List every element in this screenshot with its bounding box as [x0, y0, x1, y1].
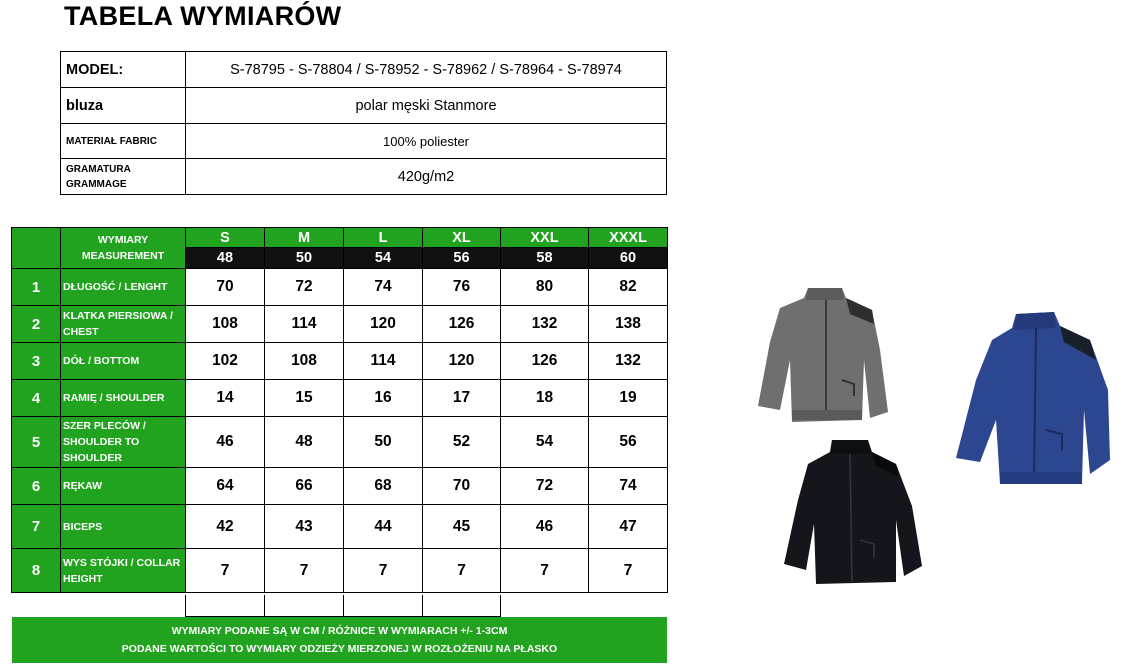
- value-cell: 45: [423, 505, 501, 549]
- value-cell: 120: [344, 306, 423, 343]
- eu-size: 54: [344, 248, 423, 269]
- value-cell: 46: [186, 417, 265, 468]
- navy-fleece-jacket: [950, 310, 1120, 490]
- eu-size: 50: [265, 248, 344, 269]
- footer-line-2: PODANE WARTOŚCI TO WYMIARY ODZIEŻY MIERZONEJ W ROZŁOŻENIU NA PŁASKO: [121, 643, 558, 655]
- empty-cell: [185, 595, 265, 617]
- size-label: S: [186, 228, 265, 248]
- value-cell: 7: [501, 549, 589, 593]
- material-value: 100% poliester: [186, 124, 667, 159]
- value-cell: 7: [265, 549, 344, 593]
- value-cell: 54: [501, 417, 589, 468]
- value-cell: 70: [186, 269, 265, 306]
- value-cell: 17: [423, 380, 501, 417]
- value-cell: 7: [423, 549, 501, 593]
- value-cell: 43: [265, 505, 344, 549]
- value-cell: 50: [344, 417, 423, 468]
- table-row: [12, 380, 668, 417]
- model-label: MODEL:: [61, 52, 186, 88]
- grammage-row: [61, 159, 667, 195]
- row-number: 2: [12, 306, 61, 343]
- product-info-table: [60, 51, 667, 195]
- value-cell: 132: [589, 343, 668, 380]
- row-label: SZER PLECÓW / SHOULDER TO SHOULDER: [61, 417, 186, 468]
- row-number: 5: [12, 417, 61, 468]
- eu-size: 60: [589, 248, 668, 269]
- row-label: WYS STÓJKI / COLLAR HEIGHT: [61, 549, 186, 593]
- row-number: 3: [12, 343, 61, 380]
- corner-cell: [12, 228, 61, 269]
- table-row: [12, 468, 668, 505]
- type-value: polar męski Stanmore: [186, 88, 667, 124]
- size-label: XXL: [501, 228, 589, 248]
- measurement-header: [61, 228, 186, 269]
- value-cell: 42: [186, 505, 265, 549]
- value-cell: 126: [501, 343, 589, 380]
- value-cell: 14: [186, 380, 265, 417]
- grammage-label: [61, 159, 186, 195]
- size-label: M: [265, 228, 344, 248]
- size-label: XL: [423, 228, 501, 248]
- value-cell: 72: [265, 269, 344, 306]
- row-label: KLATKA PIERSIOWA / CHEST: [61, 306, 186, 343]
- value-cell: 74: [344, 269, 423, 306]
- grey-fleece-jacket: [750, 280, 900, 430]
- type-label: bluza: [61, 88, 186, 124]
- value-cell: 15: [265, 380, 344, 417]
- size-chart-table: [11, 227, 668, 593]
- model-row: [61, 52, 667, 88]
- value-cell: 56: [589, 417, 668, 468]
- grammage-label-en: GRAMMAGE: [66, 178, 127, 190]
- measurement-header-en: MEASUREMENT: [81, 250, 165, 262]
- value-cell: 44: [344, 505, 423, 549]
- value-cell: 72: [501, 468, 589, 505]
- row-label: DŁUGOŚĆ / LENGHT: [61, 269, 186, 306]
- grammage-value: 420g/m2: [186, 159, 667, 195]
- value-cell: 16: [344, 380, 423, 417]
- size-label: L: [344, 228, 423, 248]
- footer-note: [12, 617, 667, 663]
- empty-cell: [343, 595, 423, 617]
- value-cell: 120: [423, 343, 501, 380]
- model-value: S-78795 - S-78804 / S-78952 - S-78962 / S-78964 - S-78974: [186, 52, 667, 88]
- value-cell: 126: [423, 306, 501, 343]
- eu-size: 48: [186, 248, 265, 269]
- table-row: [12, 343, 668, 380]
- empty-cell: [264, 595, 344, 617]
- type-row: [61, 88, 667, 124]
- row-number: 7: [12, 505, 61, 549]
- value-cell: 18: [501, 380, 589, 417]
- value-cell: 7: [186, 549, 265, 593]
- value-cell: 7: [589, 549, 668, 593]
- page-title: TABELA WYMIARÓW: [64, 1, 342, 31]
- value-cell: 138: [589, 306, 668, 343]
- table-row: [12, 306, 668, 343]
- eu-size: 58: [501, 248, 589, 269]
- value-cell: 114: [265, 306, 344, 343]
- row-label: BICEPS: [61, 505, 186, 549]
- value-cell: 52: [423, 417, 501, 468]
- row-number: 6: [12, 468, 61, 505]
- row-number: 1: [12, 269, 61, 306]
- value-cell: 74: [589, 468, 668, 505]
- eu-size: 56: [423, 248, 501, 269]
- row-number: 8: [12, 549, 61, 593]
- material-row: [61, 124, 667, 159]
- value-cell: 68: [344, 468, 423, 505]
- value-cell: 108: [265, 343, 344, 380]
- black-fleece-jacket: [780, 436, 930, 586]
- value-cell: 82: [589, 269, 668, 306]
- value-cell: 47: [589, 505, 668, 549]
- table-row: [12, 549, 668, 593]
- value-cell: 66: [265, 468, 344, 505]
- footer-line-1: WYMIARY PODANE SĄ W CM / RÓŻNICE W WYMIARACH +/- 1-3CM: [171, 625, 508, 637]
- value-cell: 108: [186, 306, 265, 343]
- measurement-header-pl: WYMIARY: [97, 234, 149, 246]
- table-row: [12, 505, 668, 549]
- row-number: 4: [12, 380, 61, 417]
- row-label: DÓŁ / BOTTOM: [61, 343, 186, 380]
- size-label: XXXL: [589, 228, 668, 248]
- row-label: RAMIĘ / SHOULDER: [61, 380, 186, 417]
- table-row: [12, 269, 668, 306]
- value-cell: 80: [501, 269, 589, 306]
- value-cell: 48: [265, 417, 344, 468]
- empty-cell: [422, 595, 501, 617]
- value-cell: 102: [186, 343, 265, 380]
- value-cell: 7: [344, 549, 423, 593]
- value-cell: 46: [501, 505, 589, 549]
- value-cell: 64: [186, 468, 265, 505]
- material-label: MATERIAŁ FABRIC: [61, 124, 186, 159]
- value-cell: 132: [501, 306, 589, 343]
- row-label: RĘKAW: [61, 468, 186, 505]
- value-cell: 19: [589, 380, 668, 417]
- value-cell: 114: [344, 343, 423, 380]
- table-row: [12, 417, 668, 468]
- grammage-label-pl: GRAMATURA: [66, 163, 131, 175]
- value-cell: 70: [423, 468, 501, 505]
- size-header-row: [12, 228, 668, 248]
- value-cell: 76: [423, 269, 501, 306]
